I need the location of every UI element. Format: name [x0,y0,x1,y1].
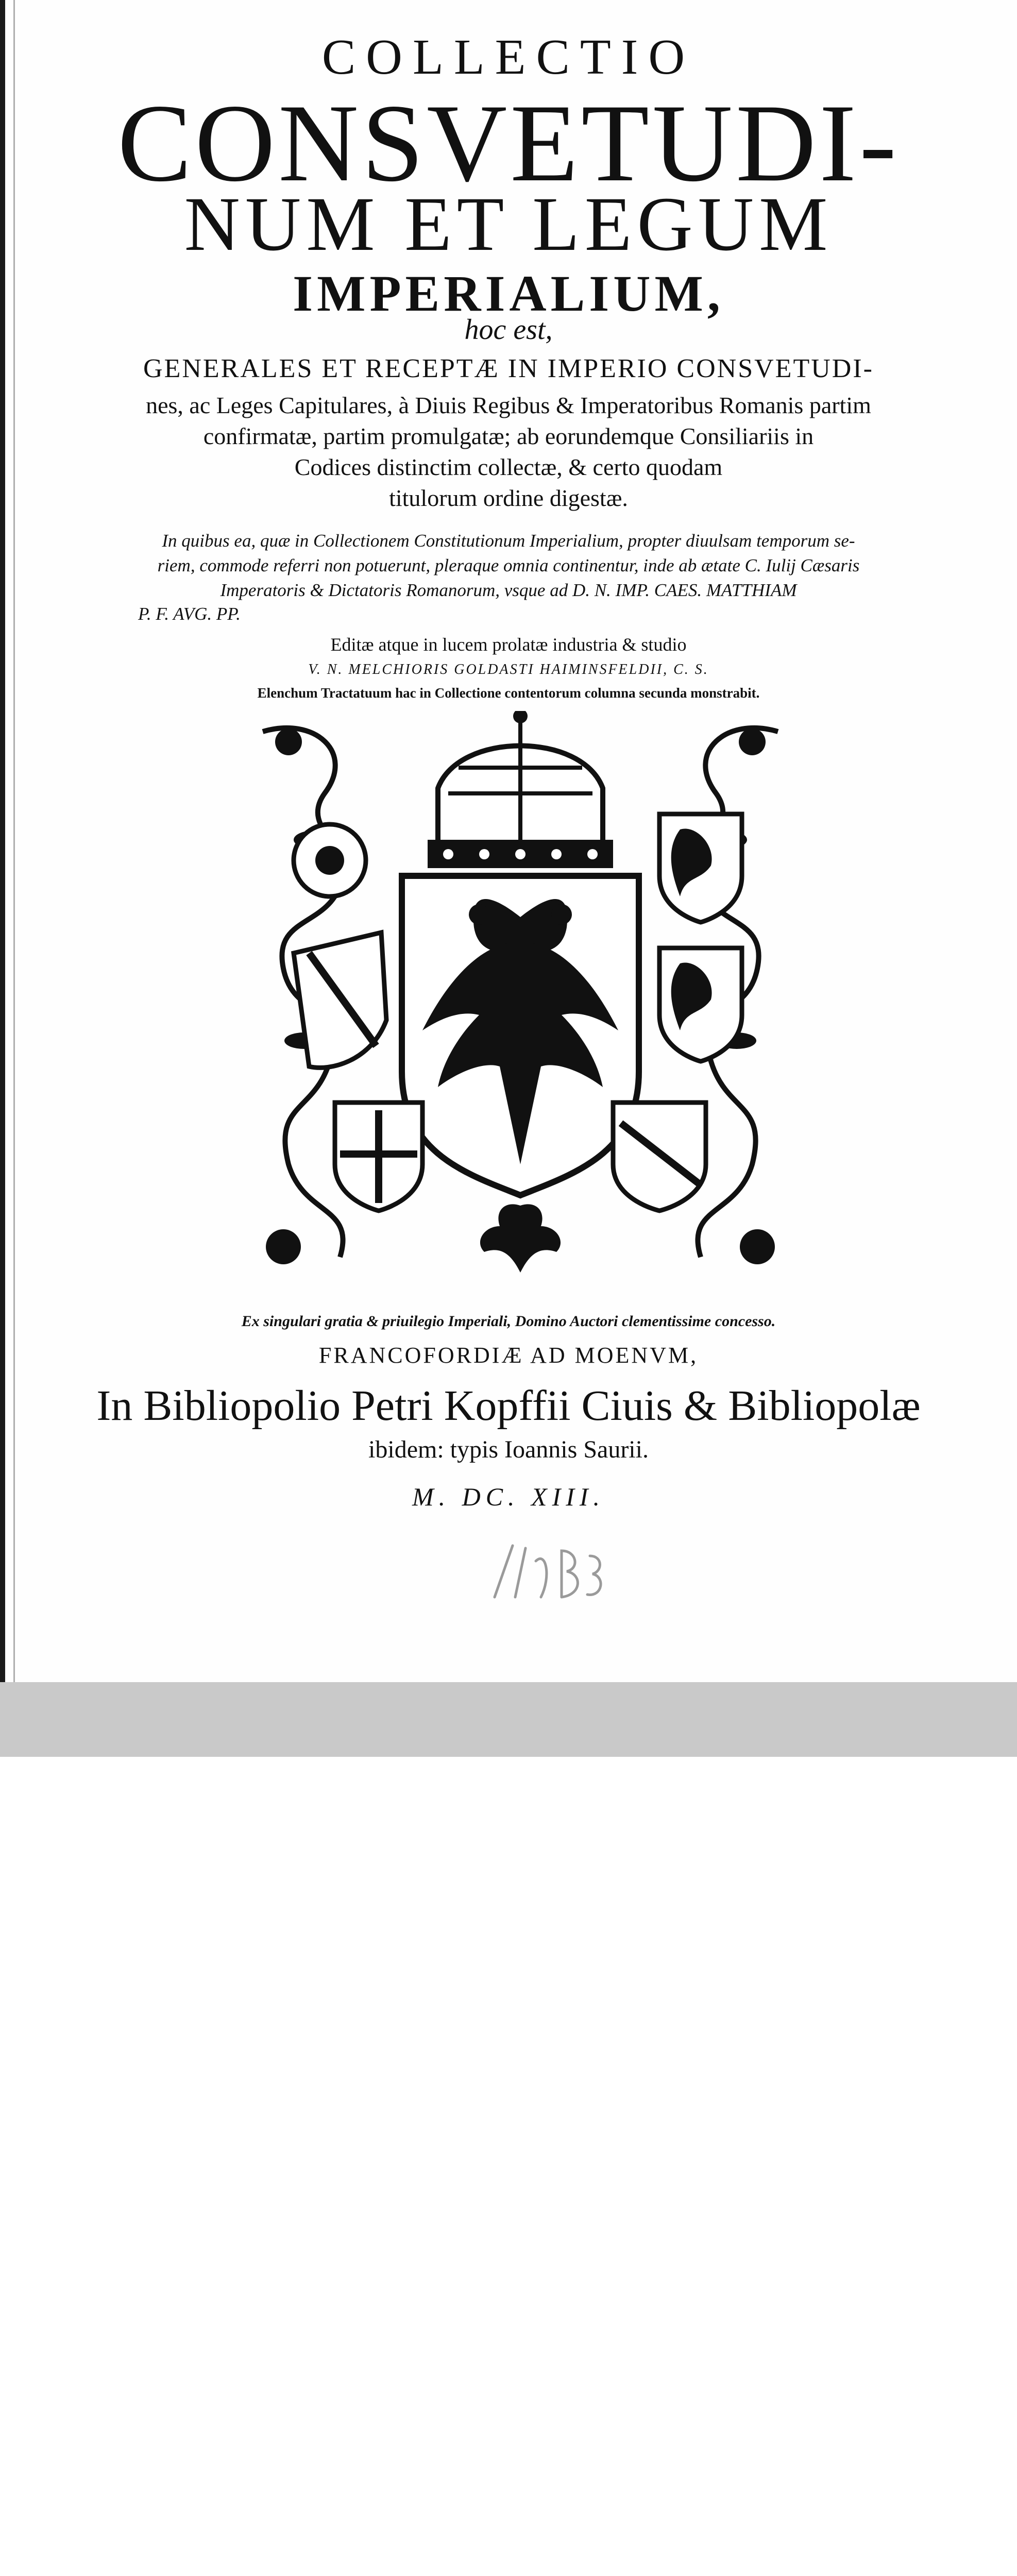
subtitle-line-5: titulorum ordine digestæ. [389,485,628,511]
privilege-line: Ex singulari gratia & priuilegio Imperiali, Domino Auctori clementissime concesso. [241,1313,776,1330]
place-line: FRANCOFORDIÆ AD MOENVM, [318,1343,699,1368]
editae-line: Editæ atque in lucem prolatæ industria & studio [330,634,687,655]
italic-line-3: Imperatoris & Dictatoris Romanorum, vsque ad D. N. IMP. CAES. MATTHIAM [220,580,797,600]
title-line-3: NUM ET LEGUM [184,181,833,267]
hoc-est: hoc est, [464,314,553,346]
subtitle-line-1: GENERALES ET RECEPTÆ IN IMPERIO CONSVETUDI- [143,354,874,383]
italic-line-4: P. F. AVG. PP. [138,604,241,624]
italic-line-1: In quibus ea, quæ in Collectionem Constitutionum Imperialium, propter diuulsam temporum se- [162,531,855,551]
pencil-shelfmark [484,1540,608,1602]
subtitle-line-3: confirmatæ, partim promulgatæ; ab eorundemque Consiliariis in [203,423,814,449]
digitization-footer [0,1682,1017,1757]
author-line: V. N. MELCHIORIS GOLDASTI HAIMINSFELDII, C. S. [308,662,709,677]
title-line-4: IMPERIALIUM, [293,265,724,322]
subtitle-line-2: nes, ac Leges Capitulares, à Diuis Regibus & Imperatoribus Romanis partim [146,392,871,418]
publisher-line: In Bibliopolio Petri Kopffii Ciuis & Bibliopolæ [96,1382,921,1430]
elenchum-line: Elenchum Tractatuum hac in Collectione contentorum columna secunda monstrabit. [257,685,760,701]
title-line-1: COLLECTIO [321,29,696,85]
title-line-2: CONSVETUDI- [117,81,900,205]
italic-line-2: riem, commode referri non potuerunt, pleraque omnia continentur, inde ab ætate C. Iulij Cæsaris [157,555,860,575]
imperial-eagle-woodcut [252,711,788,1278]
year-line: M. DC. XIII. [412,1482,605,1511]
printer-line: ibidem: typis Ioannis Saurii. [368,1436,649,1463]
subtitle-line-4: Codices distinctim collectæ, & certo quodam [294,454,723,480]
